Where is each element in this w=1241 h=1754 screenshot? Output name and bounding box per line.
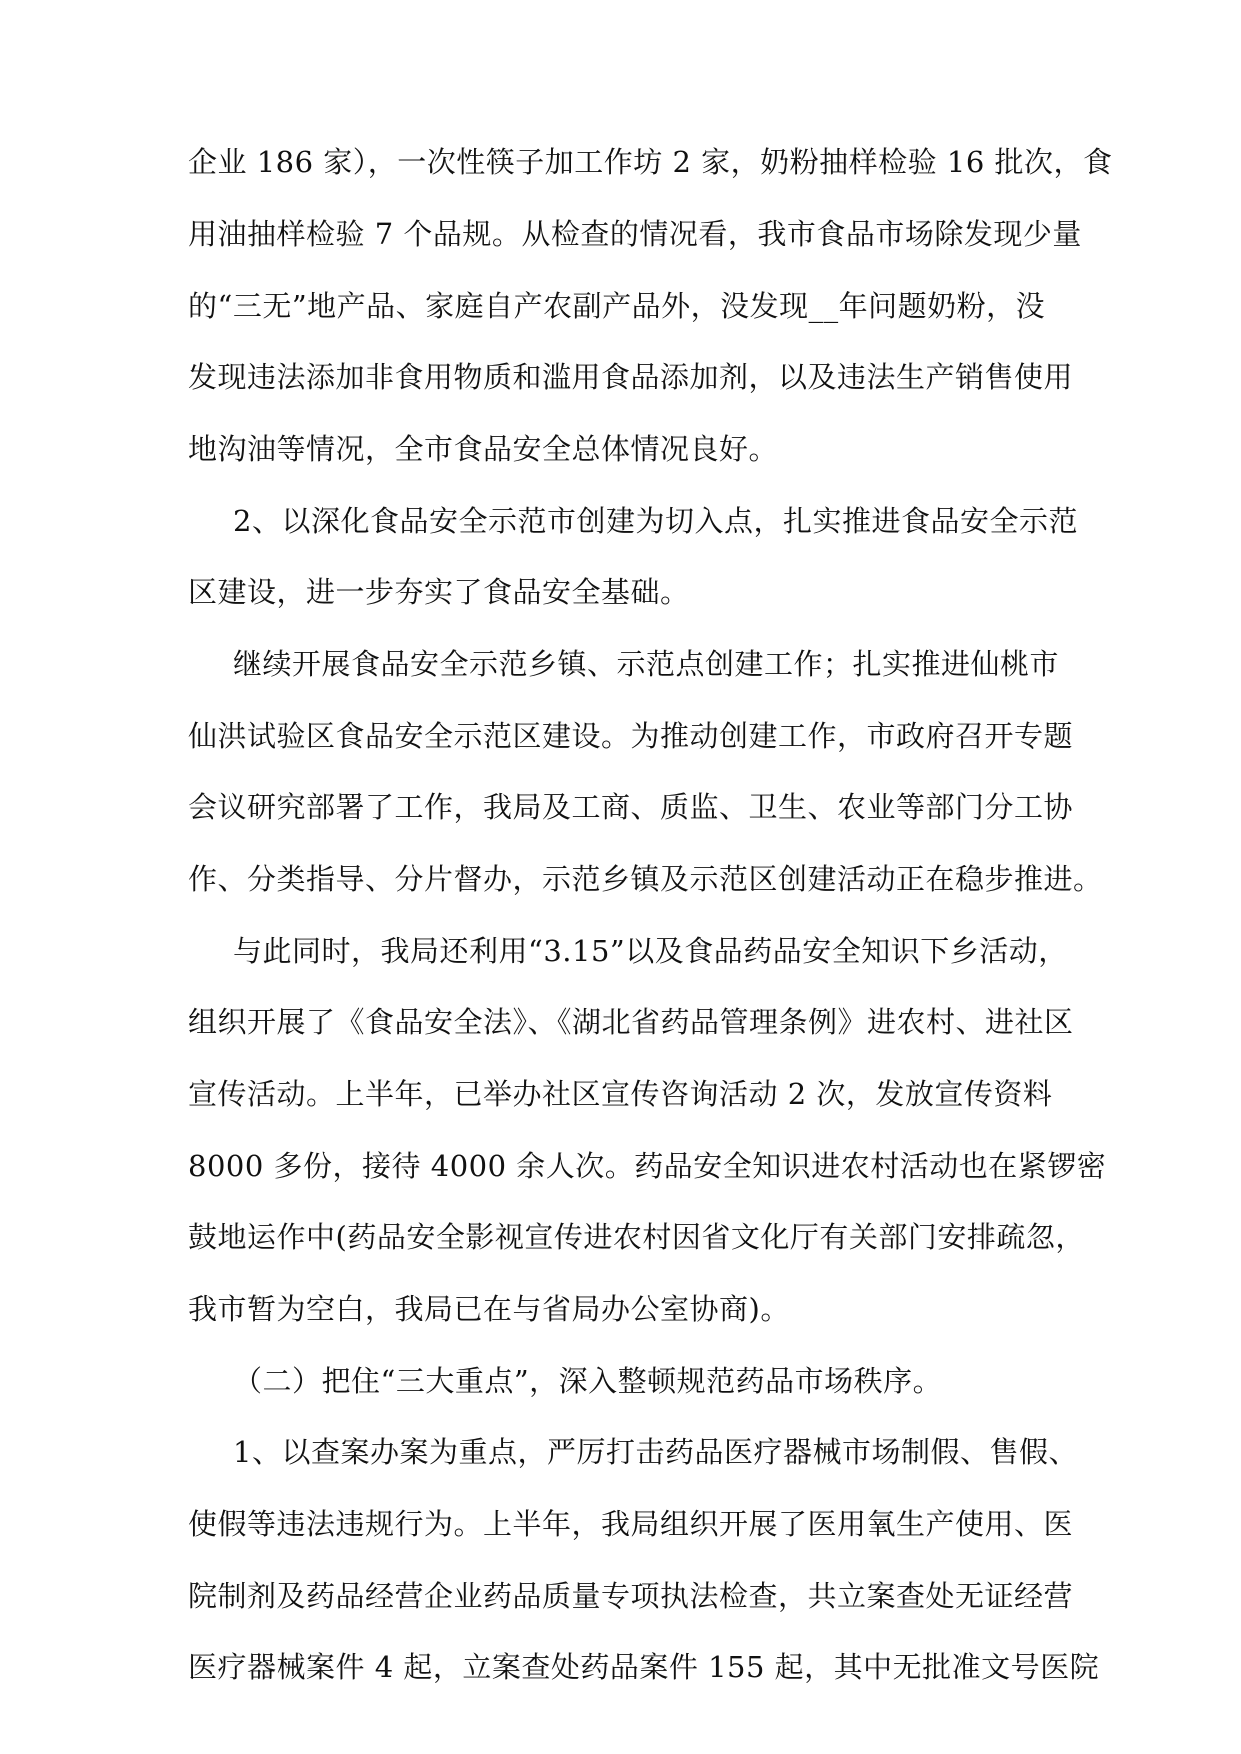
text-line: 组织开展了《食品安全法》、《湖北省药品管理条例》进农村、进社区 [188,1005,1074,1039]
text-line: 会议研究部署了工作，我局及工商、质监、卫生、农业等部门分工协 [188,790,1074,824]
text-line: 院制剂及药品经营企业药品质量专项执法检查，共立案查处无证经营 [188,1579,1074,1613]
text-line: 2、以深化食品安全示范市创建为切入点，扎实推进食品安全示范 [233,504,1078,538]
text-line: 发现违法添加非食用物质和滥用食品添加剂，以及违法生产销售使用 [188,360,1074,394]
text-line: 我市暂为空白，我局已在与省局办公室协商)。 [188,1292,790,1326]
text-line: 的“三无”地产品、家庭自产农副产品外，没发现__年问题奶粉，没 [188,289,1046,323]
text-line: 作、分类指导、分片督办，示范乡镇及示范区创建活动正在稳步推进。 [188,862,1103,896]
text-line: 区建设，进一步夯实了食品安全基础。 [188,575,690,609]
text-line: 仙洪试验区食品安全示范区建设。为推动创建工作，市政府召开专题 [188,719,1074,753]
text-line: 地沟油等情况，全市食品安全总体情况良好。 [188,432,779,466]
text-line: 与此同时，我局还利用“3.15”以及食品药品安全知识下乡活动， [233,934,1068,968]
text-line: 1、以查案办案为重点，严厉打击药品医疗器械市场制假、售假、 [233,1435,1078,1469]
text-line: 继续开展食品安全示范乡镇、示范点创建工作；扎实推进仙桃市 [233,647,1060,681]
text-line: 使假等违法违规行为。上半年，我局组织开展了医用氧生产使用、医 [188,1507,1074,1541]
text-line: 用油抽样检验 7 个品规。从检查的情况看，我市食品市场除发现少量 [188,217,1082,251]
text-line: 鼓地运作中(药品安全影视宣传进农村因省文化厅有关部门安排疏忽， [188,1220,1085,1254]
text-line: 宣传活动。上半年，已举办社区宣传咨询活动 2 次，发放宣传资料 [188,1077,1053,1111]
text-line: （二）把住“三大重点”，深入整顿规范药品市场秩序。 [233,1364,943,1398]
text-line: 医疗器械案件 4 起，立案查处药品案件 155 起，其中无批准文号医院 [188,1650,1100,1684]
text-line: 8000 多份，接待 4000 余人次。药品安全知识进农村活动也在紧锣密 [188,1149,1107,1183]
text-line: 企业 186 家），一次性筷子加工作坊 2 家，奶粉抽样检验 16 批次，食 [188,145,1113,179]
